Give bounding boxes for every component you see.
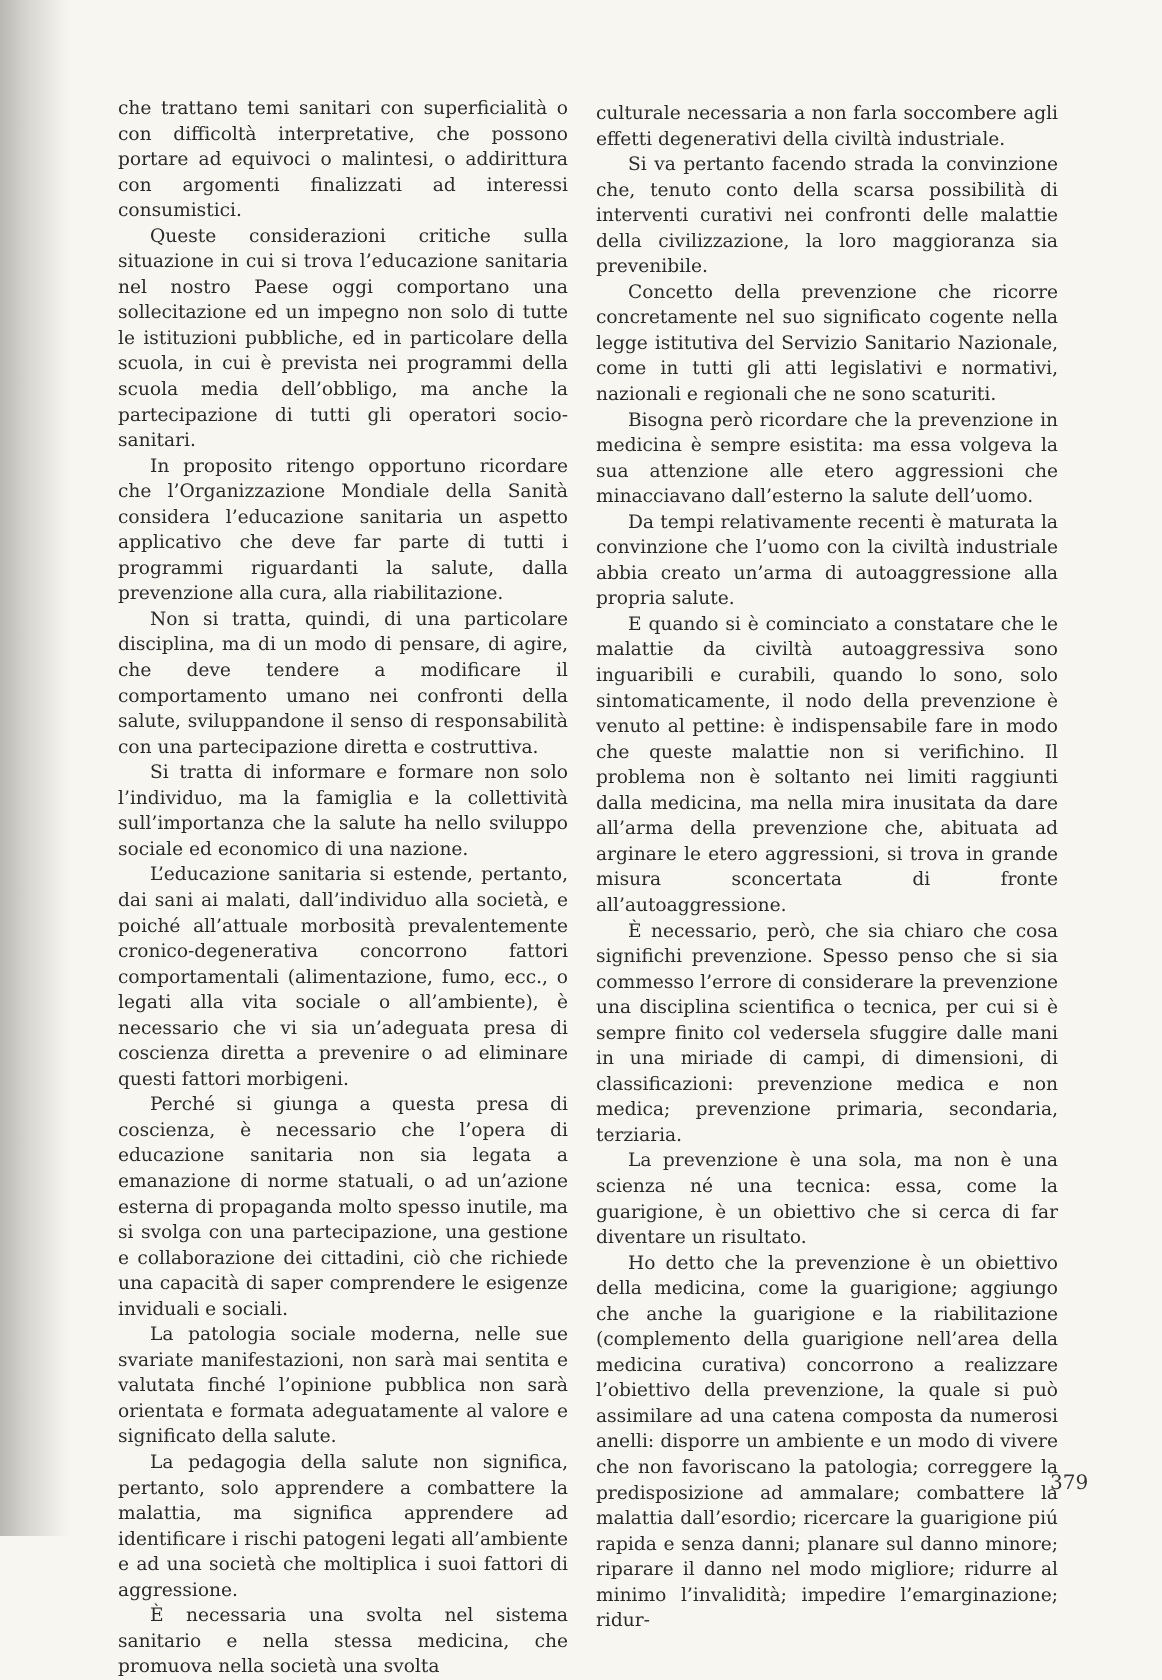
paragraph: Si va pertanto facendo strada la convinzione che, tenuto conto della scarsa possibilità di interventi curativi nei confronti delle malattie della civilizzazione, la loro maggioranza sia prevenibile. <box>596 154 1058 278</box>
paragraph: È necessaria una svolta nel sistema sanitario e nella stessa medicina, che promuova nella società una svolta <box>118 1605 568 1678</box>
paragraph: In proposito ritengo opportuno ricordare che l’Organizzazione Mondiale della Sanità considera l’educazione sanitaria un aspetto applicativo che deve far parte di tutti i programmi riguardanti la salute, dalla prevenzione alla cura, alla riabilitazione. <box>118 455 568 605</box>
paragraph: Queste considerazioni critiche sulla situazione in cui si trova l’educazione sanitaria nel nostro Paese oggi comportano una sollecitazione ed un impegno non solo di tutte le istituzioni pubbliche, ed in particolare della scuola, in cui è prevista nei programmi della scuola media dell’obbligo, ma anche la partecipazione di tutti gli operatori socio-sanitari. <box>118 225 568 452</box>
paragraph: Concetto della prevenzione che ricorre concretamente nel suo significato cogente nella legge istitutiva del Servizio Sanitario Nazionale, come in tutti gli atti legislativi e normativi, nazionali e regionali che ne sono scaturiti. <box>596 281 1058 406</box>
paragraph: La prevenzione è una sola, ma non è una scienza né una tecnica: essa, come la guarigione, è un obiettivo che si cerca di far diventare un risultato. <box>596 1150 1058 1249</box>
page-number: 379 <box>1050 1470 1089 1494</box>
left-text-column <box>118 96 568 1680</box>
paragraph: Bisogna però ricordare che la prevenzione in medicina è sempre esistita: ma essa volgeva la sua attenzione alle etero aggressioni che minacciavano dall’esterno la salute dell’uomo. <box>596 409 1058 508</box>
paragraph: Non si tratta, quindi, di una particolare disciplina, ma di un modo di pensare, di agire, che deve tendere a modificare il comportamento umano nei confronti della salute, sviluppandone il senso di responsabilità con una partecipazione diretta e costruttiva. <box>118 608 568 758</box>
paragraph: La patologia sociale moderna, nelle sue svariate manifestazioni, non sarà mai sentita e valutata finché l’opinione pubblica non sarà orientata e formata adeguatamente al valore e significato della salute. <box>118 1324 568 1448</box>
paragraph: Da tempi relativamente recenti è maturata la convinzione che l’uomo con la civiltà industriale abbia creato un’arma di autoaggressione alla propria salute. <box>596 511 1058 610</box>
paragraph: E quando si è cominciato a constatare che le malattie da civiltà autoaggressiva sono inguaribili e curabili, quando lo sono, solo sintomaticamente, il nodo della prevenzione è venuto al pettine: è indispensabile fare in modo che queste malattie non si verifichino. Il problema non è soltanto nei limiti raggiunti dalla medicina, ma nella mira inusitata da dare all’arma della prevenzione che, abituata ad arginare le etero aggressioni, si trova in grande misura sconcertata di fronte all’autoaggressione. <box>596 613 1058 916</box>
paragraph: culturale necessaria a non farla soccombere agli effetti degenerativi della civiltà industriale. <box>596 103 1058 150</box>
paragraph: che trattano temi sanitari con superficialità o con difficoltà interpretative, che possono portare ad equivoci o malintesi, o addirittura con argomenti finalizzati ad interessi consumistici. <box>118 98 568 222</box>
right-text-column <box>596 101 1058 1634</box>
paragraph: La pedagogia della salute non significa, pertanto, solo apprendere a combattere la malattia, ma significa apprendere ad identificare i rischi patogeni legati all’ambiente e ad una società che moltiplica i suoi fattori di aggressione. <box>118 1451 568 1601</box>
paragraph: Ho detto che la prevenzione è un obiettivo della medicina, come la guarigione; aggiungo che anche la guarigione e la riabilitazione (complemento della guarigione nell’area della medicina curativa) concorrono a realizzare l’obiettivo della prevenzione, la quale si può assimilare ad una catena composta da numerosi anelli: disporre un ambiente e un modo di vivere che non favoriscano la patologia; correggere la predisposizione ad ammalare; combattere la malattia dall’esordio; ricercare la guarigione piú rapida e senza danni; planare sul danno minore; riparare il danno nel modo migliore; ridurre al minimo l’invalidità; impedire l’emarginazione; ridur- <box>596 1252 1058 1632</box>
paragraph: Perché si giunga a questa presa di coscienza, è necessario che l’opera di educazione sanitaria non sia legata a emanazione di norme statuali, o ad un’azione esterna di propaganda molto spesso inutile, ma si svolga con una partecipazione, una gestione e collaborazione dei cittadini, ciò che richiede una capacità di saper comprendere le esigenze inviduali e sociali. <box>118 1094 568 1320</box>
paragraph: Si tratta di informare e formare non solo l’individuo, ma la famiglia e la collettività sull’importanza che la salute ha nello sviluppo sociale ed economico di una nazione. <box>118 762 568 860</box>
paragraph: L’educazione sanitaria si estende, pertanto, dai sani ai malati, dall’individuo alla società, e poiché all’attuale morbosità prevalentemente cronico-degenerativa concorrono fattori comportamentali (alimentazione, fumo, ecc., o legati alla vita sociale o all’ambiente), è necessario che vi sia un’adeguata presa di coscienza diretta a prevenire o ad eliminare questi fattori morbigeni. <box>118 864 568 1090</box>
paragraph: È necessario, però, che sia chiaro che cosa significhi prevenzione. Spesso penso che si sia commesso l’errore di considerare la prevenzione una disciplina scientifica o tecnica, per cui si è sempre finito col vedersela sfuggire dalle mani in una miriade di campi, di dimensioni, di classificazioni: prevenzione medica e non medica; prevenzione primaria, secondaria, terziaria. <box>596 920 1058 1146</box>
